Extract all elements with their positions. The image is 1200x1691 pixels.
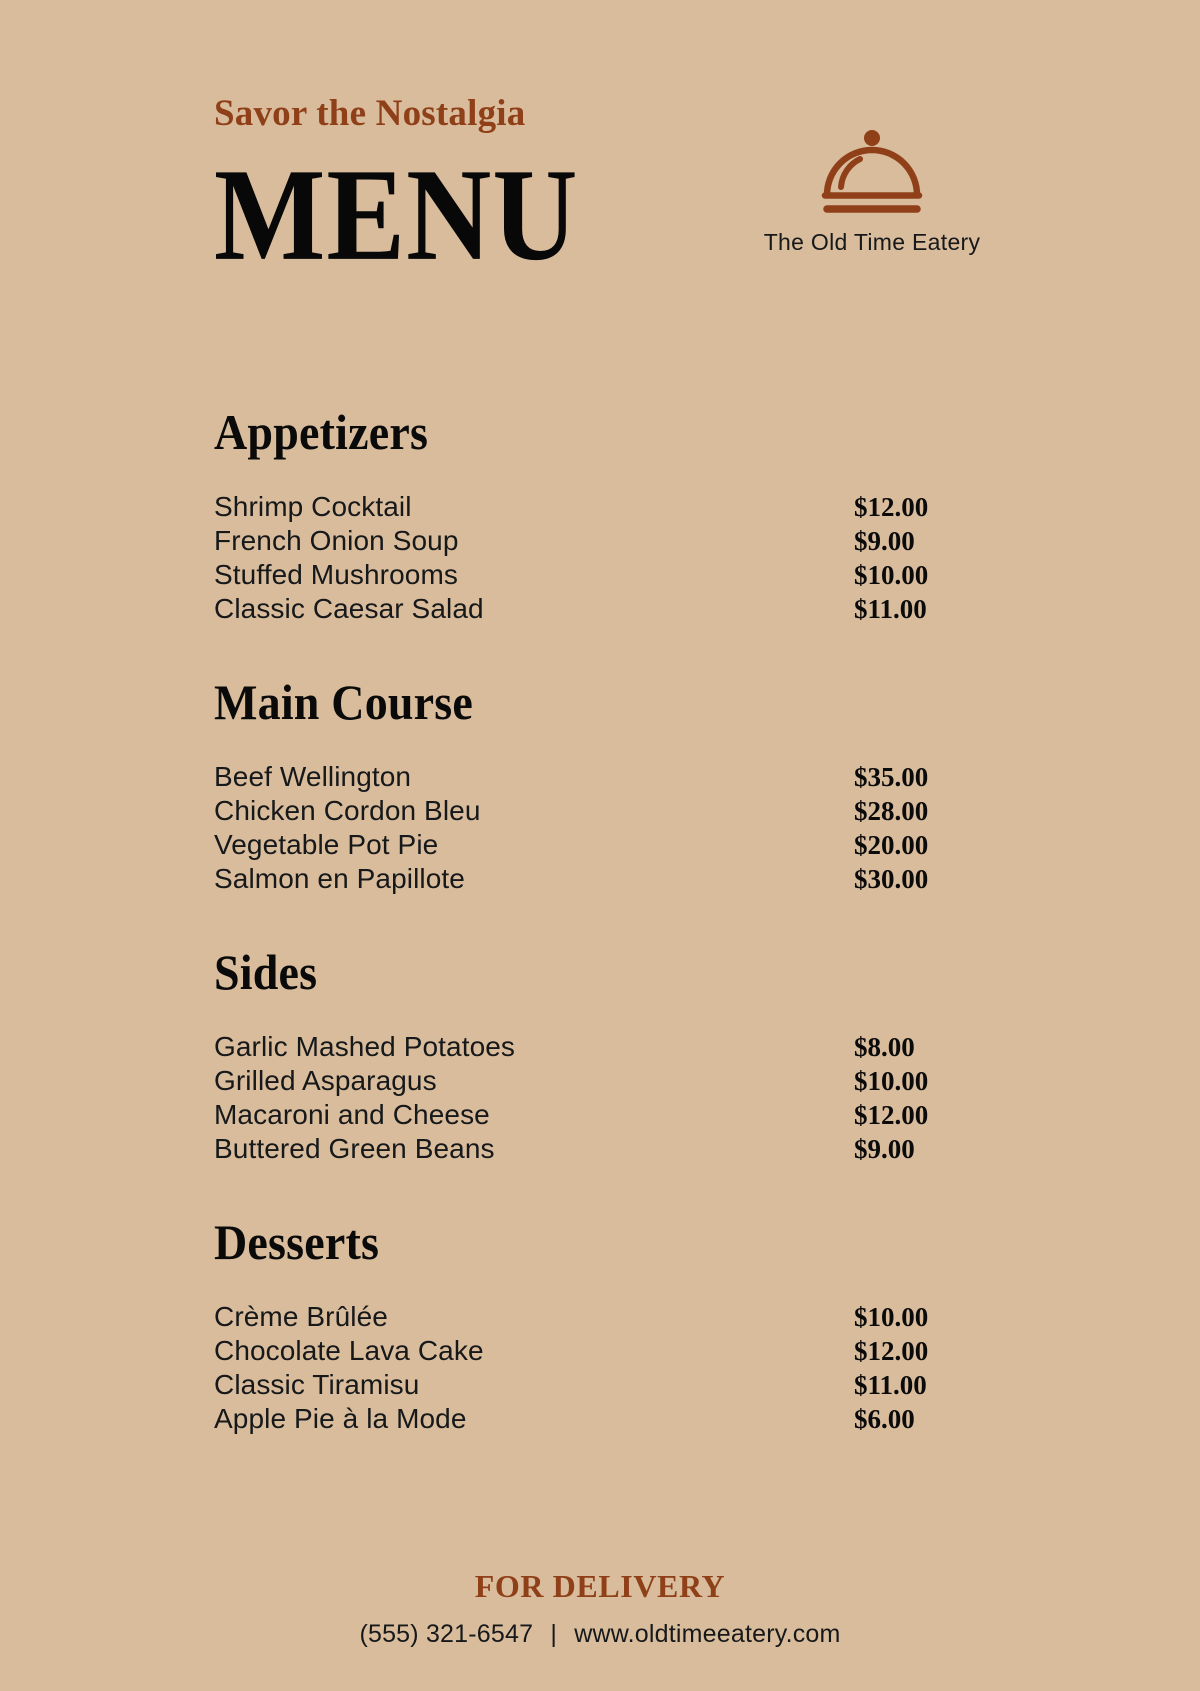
section-spacer [214,896,1004,948]
menu-item-row[interactable] [214,558,1004,592]
menu-item-price: $10.00 [854,1066,929,1096]
menu-item-name: Chocolate Lava Cake [214,1335,484,1366]
section-item-list [214,1030,1004,1166]
menu-item-price: $8.00 [854,1032,915,1062]
section-heading: Appetizers [214,404,429,460]
menu-header [0,95,1200,295]
menu-item-row[interactable] [214,1132,1004,1166]
menu-item-name: Shrimp Cocktail [214,491,412,522]
menu-section-sides [214,944,1004,1166]
menu-item-row[interactable] [214,592,1004,626]
menu-sections [214,404,1004,1436]
menu-item-name: French Onion Soup [214,525,459,556]
delivery-heading: FOR DELIVERY [474,1568,726,1604]
section-item-list [214,490,1004,626]
menu-item-name: Salmon en Papillote [214,863,465,894]
menu-item-row[interactable] [214,1402,1004,1436]
menu-item-name: Chicken Cordon Bleu [214,795,481,826]
cloche-icon [752,125,992,217]
menu-item-name: Classic Tiramisu [214,1369,420,1400]
menu-item-price: $28.00 [854,796,929,826]
brand-block [752,125,992,256]
menu-item-price: $20.00 [854,830,929,860]
section-item-list [214,760,1004,896]
menu-item-name: Garlic Mashed Potatoes [214,1031,516,1062]
menu-item-name: Classic Caesar Salad [214,593,484,624]
header-title-block [214,93,579,288]
menu-item-row[interactable] [214,760,1004,794]
menu-section-main-course [214,674,1004,896]
menu-item-price: $12.00 [854,1100,929,1130]
menu-item-row[interactable] [214,828,1004,862]
menu-item-price: $11.00 [854,1370,927,1400]
contact-line [0,1622,1200,1647]
menu-item-row[interactable] [214,1064,1004,1098]
section-item-list [214,1300,1004,1436]
menu-section-desserts [214,1214,1004,1436]
menu-item-price: $30.00 [854,864,929,894]
menu-item-row[interactable] [214,862,1004,896]
menu-item-name: Macaroni and Cheese [214,1099,490,1130]
menu-item-price: $10.00 [854,1302,929,1332]
menu-item-row[interactable] [214,490,1004,524]
menu-item-name: Apple Pie à la Mode [214,1403,467,1434]
menu-item-row[interactable] [214,1098,1004,1132]
menu-item-row[interactable] [214,524,1004,558]
menu-item-name: Grilled Asparagus [214,1065,437,1096]
menu-section-appetizers [214,404,1004,626]
menu-item-name: Beef Wellington [214,761,412,792]
menu-item-row[interactable] [214,1300,1004,1334]
menu-item-price: $10.00 [854,560,929,590]
contact-separator: | [550,1620,558,1648]
menu-item-row[interactable] [214,1334,1004,1368]
menu-item-name: Stuffed Mushrooms [214,559,458,590]
menu-item-price: $9.00 [854,1134,915,1164]
menu-item-price: $12.00 [854,1336,929,1366]
page-title: MENU [214,141,579,288]
menu-item-row[interactable] [214,794,1004,828]
menu-footer [0,1570,1200,1647]
section-heading: Main Course [214,674,474,730]
menu-item-row[interactable] [214,1368,1004,1402]
tagline: Savor the Nostalgia [214,93,526,134]
menu-item-price: $6.00 [854,1404,915,1434]
menu-item-row[interactable] [214,1030,1004,1064]
section-heading: Sides [214,944,318,1000]
menu-item-price: $9.00 [854,526,915,556]
menu-item-price: $11.00 [854,594,927,624]
menu-item-price: $12.00 [854,492,929,522]
website-url[interactable]: www.oldtimeeatery.com [574,1620,841,1648]
brand-name: The Old Time Eatery [763,229,981,255]
menu-item-name: Vegetable Pot Pie [214,829,439,860]
menu-item-name: Buttered Green Beans [214,1133,495,1164]
menu-item-price: $35.00 [854,762,929,792]
menu-item-name: Crème Brûlée [214,1301,388,1332]
phone-number[interactable]: (555) 321-6547 [359,1620,534,1648]
section-spacer [214,626,1004,678]
section-heading: Desserts [214,1214,380,1270]
section-spacer [214,1166,1004,1218]
